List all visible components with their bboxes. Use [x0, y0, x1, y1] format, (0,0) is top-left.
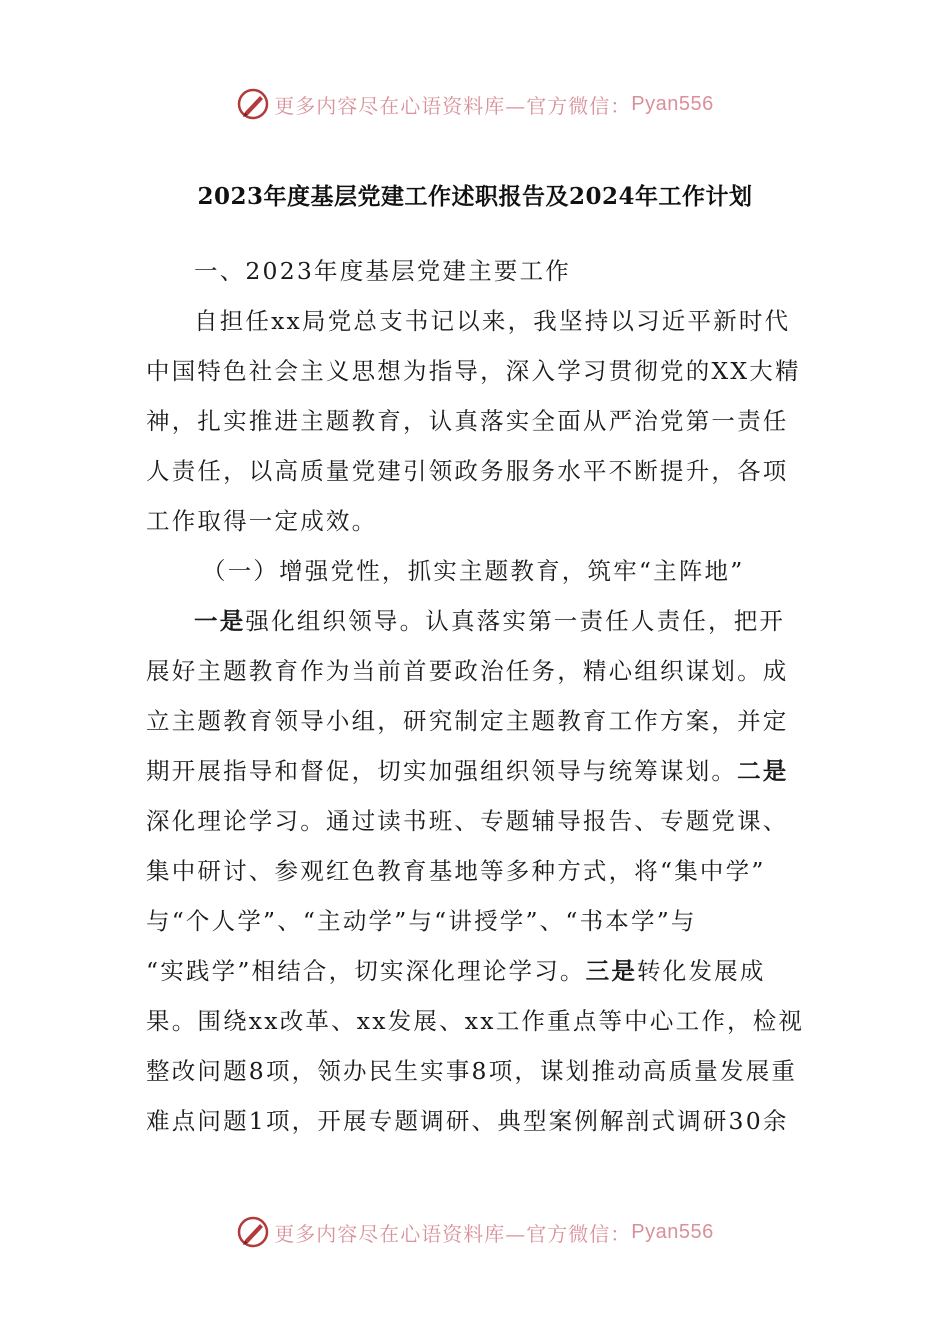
body-text: 深化理论学习。通过读书班、专题辅导报告、专题党课、	[146, 807, 789, 835]
body-line	[146, 446, 806, 496]
body-text: 集中研讨、参观红色教育基地等多种方式，将“集中学”	[146, 857, 766, 885]
body-text: 难点问题1项，开展专题调研、典型案例解剖式调研30余	[146, 1107, 789, 1135]
body-line	[146, 346, 806, 396]
body-line	[146, 546, 806, 596]
body-text: 强化组织领导。认真落实第一责任人责任，把开	[245, 607, 786, 635]
body-text: （一）增强党性，抓实主题教育，筑牢“主阵地”	[202, 557, 745, 585]
document-title: 2023年度基层党建工作述职报告及2024年工作计划	[197, 183, 753, 210]
body-line	[146, 396, 806, 446]
body-line	[146, 996, 806, 1046]
body-line	[146, 946, 806, 996]
body-text: 自担任xx局党总支书记以来，我坚持以习近平新时代	[194, 307, 791, 335]
body-line	[146, 896, 806, 946]
watermark-wechat-id: Pyan556	[631, 92, 714, 115]
body-text: 果。围绕xx改革、xx发展、xx工作重点等中心工作，检视	[146, 1007, 805, 1035]
body-line	[146, 796, 806, 846]
pen-logo-icon	[236, 87, 270, 121]
body-text: 转化发展成	[637, 957, 766, 985]
body-line	[146, 746, 806, 796]
body-line	[146, 596, 806, 646]
body-line	[146, 246, 806, 296]
body-text: “实践学”相结合，切实深化理论学习。	[146, 957, 586, 985]
body-line	[146, 846, 806, 896]
body-line	[146, 496, 806, 546]
bold-lead-text: 三是	[585, 957, 638, 985]
document-body	[146, 246, 806, 1146]
body-line	[146, 696, 806, 746]
body-text: 神，扎实推进主题教育，认真落实全面从严治党第一责任	[146, 407, 789, 435]
watermark-banner-bottom	[0, 1212, 950, 1252]
pen-logo-icon	[236, 1215, 270, 1249]
watermark-banner-top	[0, 84, 950, 124]
bold-lead-text: 二是	[737, 757, 789, 785]
body-text: 期开展指导和督促，切实加强组织领导与统筹谋划。	[146, 757, 738, 785]
body-line	[146, 1096, 806, 1146]
bold-lead-text: 一是	[194, 607, 246, 635]
body-text: 工作取得一定成效。	[146, 507, 378, 535]
body-text: 展好主题教育作为当前首要政治任务，精心组织谋划。成	[146, 657, 789, 685]
body-text: 人责任，以高质量党建引领政务服务水平不断提升，各项	[146, 457, 789, 485]
body-text: 与“个人学”、“主动学”与“讲授学”、“书本学”与	[146, 907, 697, 935]
body-line	[146, 646, 806, 696]
body-text: 中国特色社会主义思想为指导，深入学习贯彻党的XX大精	[146, 357, 801, 385]
body-line	[146, 296, 806, 346]
watermark-wechat-id: Pyan556	[631, 1220, 714, 1243]
body-text: 立主题教育领导小组，研究制定主题教育工作方案，并定	[146, 707, 789, 735]
watermark-text: 更多内容尽在心语资料库—官方微信：	[274, 1221, 632, 1246]
watermark-text: 更多内容尽在心语资料库—官方微信：	[274, 93, 632, 118]
body-text: 一、2023年度基层党建主要工作	[194, 257, 572, 285]
body-text: 整改问题8项，领办民生实事8项，谋划推动高质量发展重	[146, 1057, 798, 1085]
body-line	[146, 1046, 806, 1096]
